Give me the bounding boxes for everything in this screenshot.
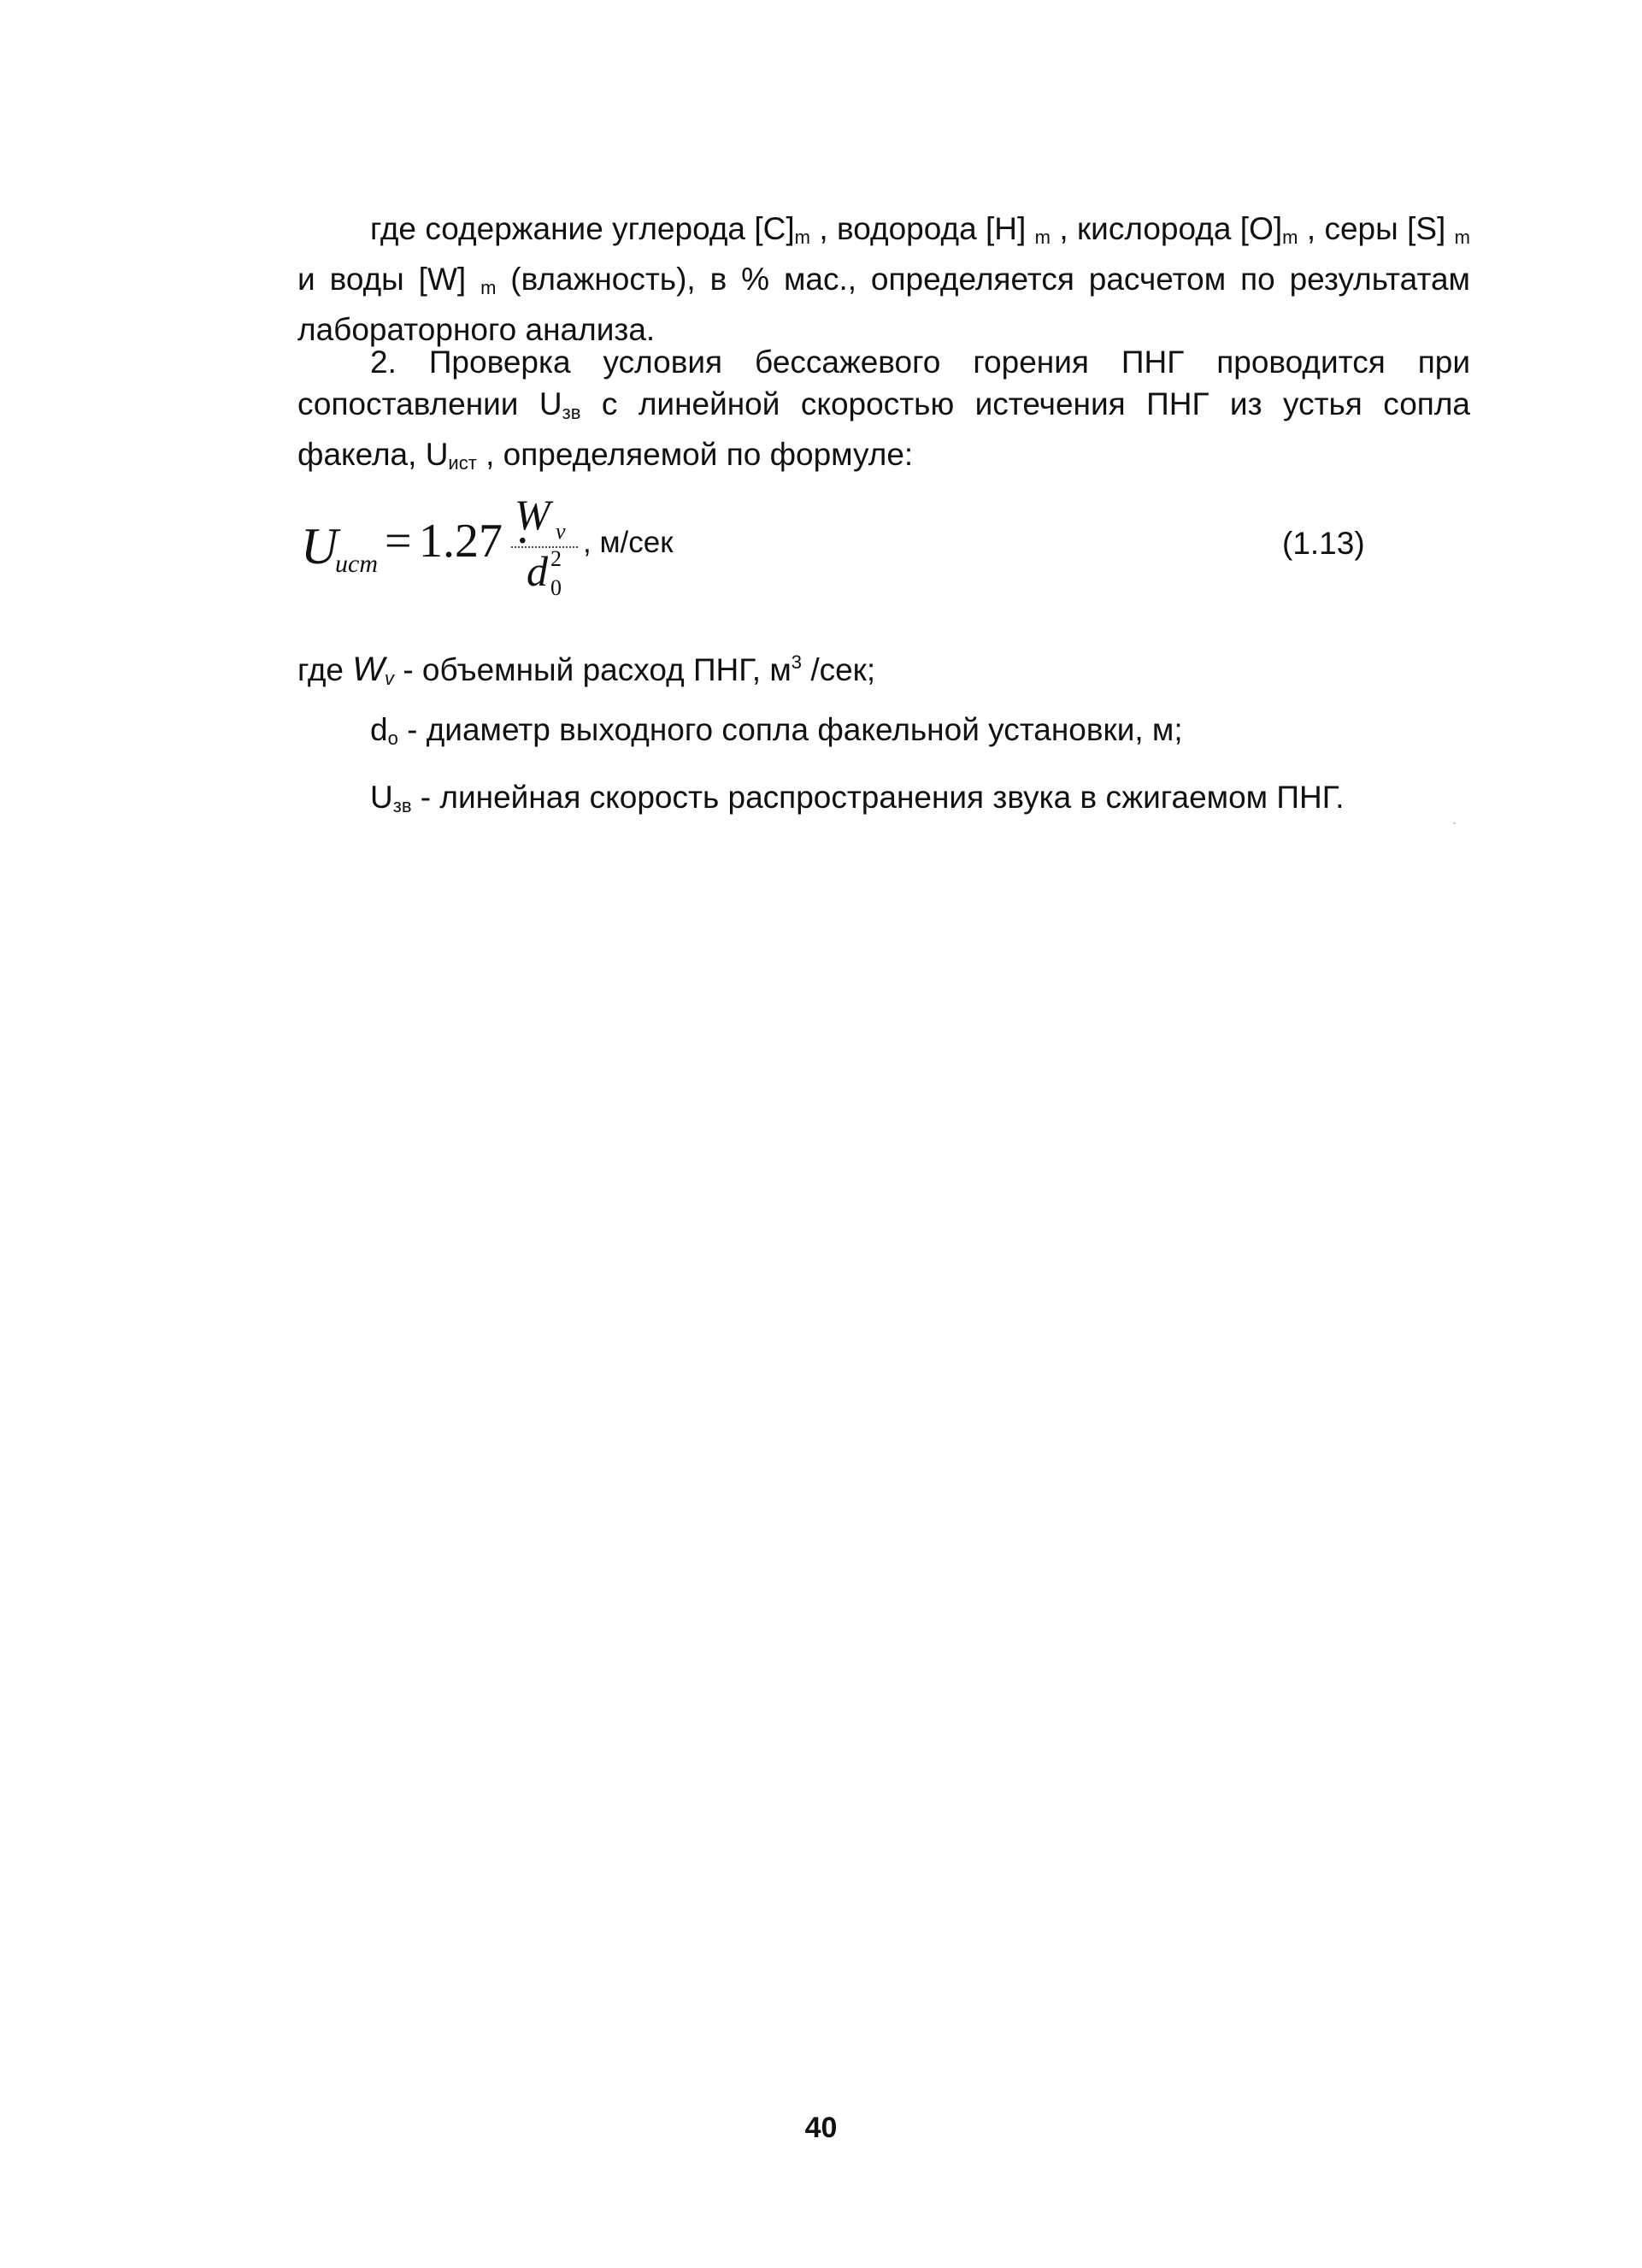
formula-lhs-subscript: ист xyxy=(335,550,378,578)
formula-coefficient: 1.27 · xyxy=(419,515,531,568)
definition-volume-flow: где $W_v$ - объемный расход ПНГ, $м^3$ /сек; xyxy=(297,651,876,689)
formula-lhs-symbol: U xyxy=(301,518,338,574)
symbol-uzv: U xyxy=(370,780,393,815)
formula-equals: = xyxy=(385,515,412,568)
paragraph-carbon-content-text: где содержание углерода $[C]_m$ , водорода [H] $_m$ , кислорода $[O]_m$ , серы [S] $_m$ и воды [W] $_m$ (влажность), в % мас., определяется расчетом по результатам лабораторного анализа. xyxy=(297,211,1470,347)
scan-speck xyxy=(1453,822,1456,824)
definition-nozzle-diameter: $d_o$ - диаметр выходного сопла факельной установки, м; xyxy=(370,712,1183,749)
formula-numerator-subscript: v xyxy=(556,519,566,544)
paragraph-sootless-combustion-text: 2. Проверка условия бессажевого горения ПНГ проводится при сопоставлении $U_{зв}$ с линейной скоростью истечения ПНГ из устья сопла факела, $U_{ист}$ , определяемой по формуле: xyxy=(297,345,1470,474)
symbol-wv: W xyxy=(352,651,385,688)
symbol-d0: d xyxy=(370,712,388,747)
paragraph-sootless-combustion xyxy=(297,341,1470,484)
definition-sound-speed: $U_{зв}$ - линейная скорость распространения звука в сжигаемом ПНГ. xyxy=(370,780,1345,816)
formula-number: (1.13) xyxy=(1282,526,1365,561)
formula-1-13 xyxy=(297,492,1392,611)
formula-denominator-subscript: 0 xyxy=(550,575,562,600)
paragraph-carbon-content xyxy=(297,208,1470,351)
formula-unit: , м/сек xyxy=(583,526,674,559)
page-number: 40 xyxy=(804,2112,838,2144)
formula-denominator-exponent: 2 xyxy=(550,546,562,571)
formula-denominator: d xyxy=(527,547,548,595)
formula-numerator: W xyxy=(515,491,550,539)
